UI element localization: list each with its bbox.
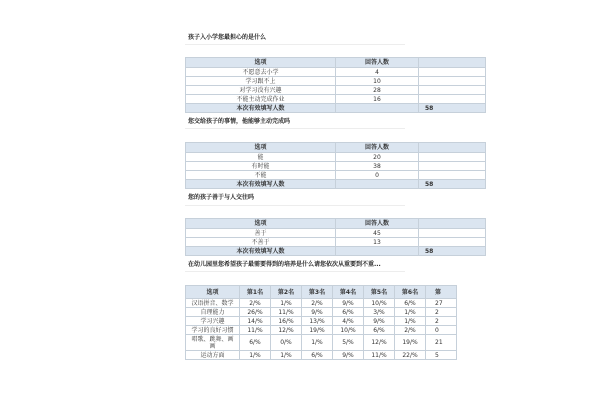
empty-cell (336, 247, 419, 256)
column-header-extra (419, 219, 486, 229)
table-row (186, 86, 486, 95)
results-table-worry (185, 57, 486, 113)
rank-value: 12/% (364, 335, 395, 351)
column-header-extra (419, 58, 486, 68)
option-label: 善于 (186, 229, 336, 238)
table-header-row (186, 143, 486, 153)
rank-value: 13/% (302, 317, 333, 326)
column-header-option: 选项 (186, 58, 336, 68)
rank-value: 9/% (333, 351, 364, 360)
heading-divider (185, 205, 405, 206)
column-header-rank-5: 第5名 (364, 286, 395, 299)
option-label: 能 (186, 153, 336, 162)
answer-count: 16 (336, 95, 419, 104)
heading-divider (185, 128, 405, 129)
empty-cell (336, 180, 419, 189)
empty-cell (419, 162, 486, 171)
ranking-row (186, 351, 457, 360)
column-header-rank-7: 第 (426, 286, 457, 299)
ranking-row (186, 326, 457, 335)
empty-cell (336, 104, 419, 113)
rank-value: 6/% (364, 326, 395, 335)
rank-value: 2/% (302, 299, 333, 308)
option-label: 不能 (186, 171, 336, 180)
total-label: 本次有效填写人数 (186, 180, 336, 189)
table-row (186, 229, 486, 238)
answer-count: 4 (336, 68, 419, 77)
column-header-rank-6: 第6名 (395, 286, 426, 299)
rank-value: 1/% (271, 351, 302, 360)
option-label: 不愿意去小学 (186, 68, 336, 77)
answer-count: 10 (336, 77, 419, 86)
table-row (186, 171, 486, 180)
option-label: 不能主动完成作业 (186, 95, 336, 104)
heading-divider (185, 44, 405, 45)
rank-value: 3/% (364, 308, 395, 317)
empty-cell (419, 68, 486, 77)
option-label: 汉语拼音、数学 (186, 299, 240, 308)
rank-value: 9/% (302, 308, 333, 317)
rank-value: 11/% (240, 326, 271, 335)
rank-value: 21 (426, 335, 457, 351)
rank-value: 2/% (395, 326, 426, 335)
table-row (186, 153, 486, 162)
empty-cell (419, 153, 486, 162)
column-header-option: 选项 (186, 219, 336, 229)
rank-value: 10/% (333, 326, 364, 335)
question-title: 孩子入小学您最担心的是什么 (188, 34, 267, 41)
empty-cell (419, 77, 486, 86)
table-header-row (186, 286, 457, 299)
rank-value: 12/% (271, 326, 302, 335)
total-value: 58 (419, 104, 486, 113)
ranking-row (186, 317, 457, 326)
rank-value: 2 (426, 317, 457, 326)
rank-value: 0 (426, 326, 457, 335)
answer-count: 20 (336, 153, 419, 162)
column-header-rank-4: 第4名 (333, 286, 364, 299)
answer-count: 45 (336, 229, 419, 238)
rank-value: 0/% (271, 335, 302, 351)
column-header-count: 回答人数 (336, 143, 419, 153)
total-label: 本次有效填写人数 (186, 104, 336, 113)
rank-value: 1/% (395, 317, 426, 326)
rank-value: 19/% (302, 326, 333, 335)
rank-value: 1/% (302, 335, 333, 351)
heading-divider (185, 271, 405, 272)
rank-value: 6/% (333, 308, 364, 317)
column-header-count: 回答人数 (336, 219, 419, 229)
rank-value: 1/% (271, 299, 302, 308)
column-header-extra (419, 143, 486, 153)
column-header-option: 选项 (186, 143, 336, 153)
rank-value: 14/% (240, 317, 271, 326)
question-title: 在幼儿园里您希望孩子最需要得到的培养是什么请您依次从重要到不重... (188, 261, 381, 268)
total-value: 58 (419, 247, 486, 256)
option-label: 不善于 (186, 238, 336, 247)
rank-value: 4/% (333, 317, 364, 326)
option-label: 学习的良好习惯 (186, 326, 240, 335)
rank-value: 11/% (271, 308, 302, 317)
table-header-row (186, 58, 486, 68)
table-header-row (186, 219, 486, 229)
answer-count: 0 (336, 171, 419, 180)
option-label: 运动方面 (186, 351, 240, 360)
column-header-rank-2: 第2名 (271, 286, 302, 299)
question-title: 您的孩子善于与人交往吗 (188, 194, 255, 201)
rank-value: 11/% (364, 351, 395, 360)
rank-value: 10/% (364, 299, 395, 308)
table-row (186, 162, 486, 171)
option-label: 有时能 (186, 162, 336, 171)
empty-cell (419, 238, 486, 247)
rank-value: 6/% (240, 335, 271, 351)
rank-value: 19/% (395, 335, 426, 351)
rank-value: 9/% (364, 317, 395, 326)
total-row (186, 180, 486, 189)
empty-cell (419, 95, 486, 104)
table-row (186, 238, 486, 247)
table-row (186, 77, 486, 86)
option-label: 唱歌、跳舞、画画 (186, 335, 240, 351)
rank-value: 1/% (240, 351, 271, 360)
rank-value: 1/% (395, 308, 426, 317)
total-value: 58 (419, 180, 486, 189)
rank-value: 16/% (271, 317, 302, 326)
results-table-initiative (185, 142, 486, 189)
total-row (186, 104, 486, 113)
option-label: 对学习没有兴趣 (186, 86, 336, 95)
rank-value: 26/% (240, 308, 271, 317)
ranking-table (185, 285, 457, 360)
ranking-row (186, 299, 457, 308)
empty-cell (419, 229, 486, 238)
survey-report-page (185, 0, 443, 400)
rank-value: 6/% (302, 351, 333, 360)
option-label: 学习兴趣 (186, 317, 240, 326)
table-row (186, 95, 486, 104)
option-label: 自理能力 (186, 308, 240, 317)
column-header-count: 回答人数 (336, 58, 419, 68)
rank-value: 2 (426, 308, 457, 317)
ranking-row (186, 335, 457, 351)
answer-count: 13 (336, 238, 419, 247)
rank-value: 22/% (395, 351, 426, 360)
ranking-row (186, 308, 457, 317)
total-row (186, 247, 486, 256)
rank-value: 27 (426, 299, 457, 308)
empty-cell (419, 86, 486, 95)
rank-value: 5/% (333, 335, 364, 351)
question-title: 您交给孩子的事情，他能够主动完成吗 (188, 118, 291, 125)
answer-count: 38 (336, 162, 419, 171)
rank-value: 6/% (395, 299, 426, 308)
column-header-rank-1: 第1名 (240, 286, 271, 299)
total-label: 本次有效填写人数 (186, 247, 336, 256)
column-header-option: 选项 (186, 286, 240, 299)
rank-value: 5 (426, 351, 457, 360)
rank-value: 9/% (333, 299, 364, 308)
table-row (186, 68, 486, 77)
column-header-rank-3: 第3名 (302, 286, 333, 299)
answer-count: 28 (336, 86, 419, 95)
empty-cell (419, 171, 486, 180)
option-label: 学习跟不上 (186, 77, 336, 86)
rank-value: 2/% (240, 299, 271, 308)
results-table-social (185, 218, 486, 256)
